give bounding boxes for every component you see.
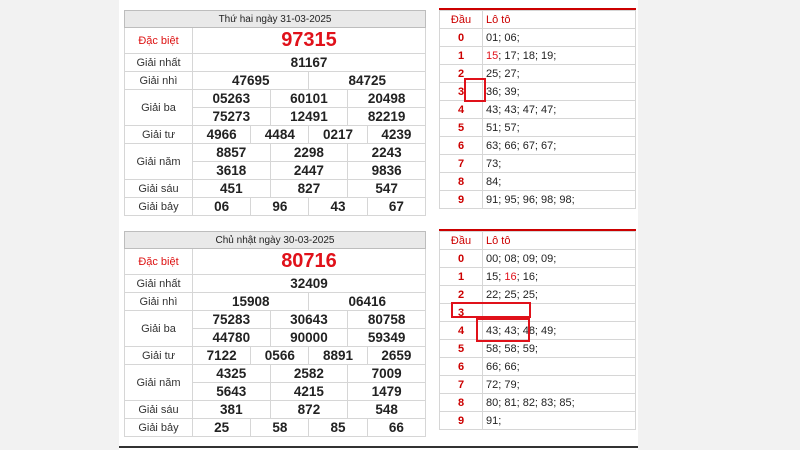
prize-label: Giải ba	[125, 311, 193, 347]
loto-numbers	[483, 155, 636, 173]
prize-number: 81167	[193, 54, 426, 72]
prize-number: 59349	[348, 329, 426, 347]
loto-head-digit: 9	[440, 412, 483, 430]
highlight-box-head-4	[476, 318, 530, 342]
loto-number-text: 00; 08; 09; 09;	[486, 252, 557, 265]
loto-numbers	[483, 250, 636, 268]
prize-label: Giải năm	[125, 144, 193, 180]
prize-label: Giải tư	[125, 347, 193, 365]
prize-number: 0217	[309, 126, 367, 144]
loto-numbers	[483, 376, 636, 394]
prize-number: 43	[309, 198, 367, 216]
loto-number-text: 63; 66; 67; 67;	[486, 139, 557, 152]
loto-number-text: 84;	[486, 175, 502, 188]
loto-numbers	[483, 268, 636, 286]
prize-number: 7122	[193, 347, 251, 365]
loto-number-text: 91; 95; 96; 98; 98;	[486, 193, 575, 206]
prize-number: 30643	[270, 311, 348, 329]
prize-number: 4239	[367, 126, 425, 144]
prize-number: 85	[309, 419, 367, 437]
prize-number: 3618	[193, 162, 271, 180]
loto-number-text: 80; 81; 82; 83; 85;	[486, 396, 575, 409]
loto-column-header: Lô tô	[483, 11, 636, 29]
loto-number-text: 25; 27;	[486, 67, 520, 80]
prize-number: 25	[193, 419, 251, 437]
prize-number: 60101	[270, 90, 348, 108]
results-date-title: Thứ hai ngày 31-03-2025	[125, 11, 426, 28]
prize-number: 84725	[309, 72, 426, 90]
prize-label: Giải bảy	[125, 419, 193, 437]
prize-number: 4325	[193, 365, 271, 383]
prize-number: 20498	[348, 90, 426, 108]
prize-number: 8891	[309, 347, 367, 365]
prize-number: 58	[251, 419, 309, 437]
loto-numbers	[483, 101, 636, 119]
loto-numbers	[483, 47, 636, 65]
prize-number: 12491	[270, 108, 348, 126]
prize-number: 7009	[348, 365, 426, 383]
results-table	[124, 10, 426, 216]
results-date-title: Chủ nhật ngày 30-03-2025	[125, 232, 426, 249]
special-prize-number: 80716	[193, 249, 426, 275]
loto-number-text: 91;	[486, 414, 502, 427]
prize-label: Giải ba	[125, 90, 193, 126]
prize-number: 872	[270, 401, 348, 419]
section-divider	[119, 446, 638, 448]
loto-number-text: 72; 79;	[486, 378, 520, 391]
prize-number: 75273	[193, 108, 271, 126]
loto-number-text: 58; 58; 59;	[486, 342, 538, 355]
loto-number-text: 66; 66;	[486, 360, 520, 373]
prize-number: 9836	[348, 162, 426, 180]
prize-number: 8857	[193, 144, 271, 162]
prize-number: 4966	[193, 126, 251, 144]
prize-label: Đặc biệt	[125, 28, 193, 54]
prize-number: 15908	[193, 293, 309, 311]
loto-head-digit: 6	[440, 358, 483, 376]
prize-number: 451	[193, 180, 271, 198]
prize-number: 06416	[309, 293, 426, 311]
prize-label: Giải nhì	[125, 293, 193, 311]
loto-head-digit: 5	[440, 340, 483, 358]
loto-head-digit: 1	[440, 47, 483, 65]
prize-number: 2447	[270, 162, 348, 180]
loto-number-text: 51; 57;	[486, 121, 520, 134]
loto-numbers	[483, 65, 636, 83]
prize-label: Giải nhất	[125, 54, 193, 72]
loto-head-digit: 8	[440, 394, 483, 412]
loto-head-digit: 0	[440, 250, 483, 268]
loto-head-column-header: Đầu	[440, 11, 483, 29]
loto-numbers	[483, 358, 636, 376]
loto-number-text: 01; 06;	[486, 31, 520, 44]
special-prize-number: 97315	[193, 28, 426, 54]
loto-numbers	[483, 173, 636, 191]
prize-number: 47695	[193, 72, 309, 90]
loto-numbers	[483, 137, 636, 155]
prize-number: 05263	[193, 90, 271, 108]
prize-number: 827	[270, 180, 348, 198]
prize-number: 2659	[367, 347, 425, 365]
loto-highlight-number: 16	[504, 270, 517, 283]
prize-number: 547	[348, 180, 426, 198]
prize-number: 82219	[348, 108, 426, 126]
loto-column-header: Lô tô	[483, 232, 636, 250]
loto-head-digit: 2	[440, 65, 483, 83]
prize-number: 4484	[251, 126, 309, 144]
loto-numbers	[483, 83, 636, 101]
prize-number: 2243	[348, 144, 426, 162]
loto-head-digit: 1	[440, 268, 483, 286]
prize-number: 96	[251, 198, 309, 216]
prize-number: 4215	[270, 383, 348, 401]
loto-head-digit: 7	[440, 155, 483, 173]
loto-head-digit: 6	[440, 137, 483, 155]
loto-table	[439, 10, 636, 209]
prize-number: 80758	[348, 311, 426, 329]
loto-number-text: 22; 25; 25;	[486, 288, 538, 301]
loto-head-digit: 7	[440, 376, 483, 394]
prize-label: Đặc biệt	[125, 249, 193, 275]
prize-label: Giải sáu	[125, 401, 193, 419]
loto-numbers	[483, 29, 636, 47]
prize-label: Giải tư	[125, 126, 193, 144]
prize-number: 2582	[270, 365, 348, 383]
loto-number-text: 36; 39;	[486, 85, 520, 98]
loto-head-digit: 2	[440, 286, 483, 304]
prize-label: Giải bảy	[125, 198, 193, 216]
loto-number-text: ; 17; 18; 19;	[498, 49, 557, 62]
loto-head-digit: 9	[440, 191, 483, 209]
results-table	[124, 231, 426, 437]
loto-highlight-number: 15	[486, 49, 499, 62]
prize-number: 44780	[193, 329, 271, 347]
loto-numbers	[483, 286, 636, 304]
prize-number: 548	[348, 401, 426, 419]
prize-number: 06	[193, 198, 251, 216]
prize-number: 32409	[193, 275, 426, 293]
prize-label: Giải sáu	[125, 180, 193, 198]
loto-head-digit: 3	[440, 83, 483, 101]
prize-number: 67	[367, 198, 425, 216]
highlight-box-empty-head-3	[451, 302, 531, 318]
loto-number-text: 15;	[486, 270, 505, 283]
loto-number-text: 73;	[486, 157, 502, 170]
loto-head-digit: 5	[440, 119, 483, 137]
loto-head-column-header: Đầu	[440, 232, 483, 250]
loto-numbers	[483, 412, 636, 430]
prize-number: 0566	[251, 347, 309, 365]
loto-head-digit: 0	[440, 29, 483, 47]
prize-number: 1479	[348, 383, 426, 401]
loto-head-digit: 3	[440, 304, 483, 322]
prize-label: Giải nhì	[125, 72, 193, 90]
prize-number: 2298	[270, 144, 348, 162]
loto-numbers	[483, 191, 636, 209]
loto-table	[439, 231, 636, 430]
loto-number-text: 43; 43; 47; 47;	[486, 103, 557, 116]
loto-number-text: ; 16;	[516, 270, 539, 283]
prize-number: 66	[367, 419, 425, 437]
loto-number-text: 43; 43; 48; 49;	[486, 324, 557, 337]
prize-number: 75283	[193, 311, 271, 329]
loto-numbers	[483, 119, 636, 137]
prize-label: Giải nhất	[125, 275, 193, 293]
prize-label: Giải năm	[125, 365, 193, 401]
prize-number: 5643	[193, 383, 271, 401]
loto-head-digit: 4	[440, 322, 483, 340]
loto-numbers	[483, 394, 636, 412]
loto-numbers	[483, 340, 636, 358]
prize-number: 90000	[270, 329, 348, 347]
highlight-box-head-3	[464, 78, 486, 102]
loto-head-digit: 8	[440, 173, 483, 191]
loto-head-digit: 4	[440, 101, 483, 119]
prize-number: 381	[193, 401, 271, 419]
